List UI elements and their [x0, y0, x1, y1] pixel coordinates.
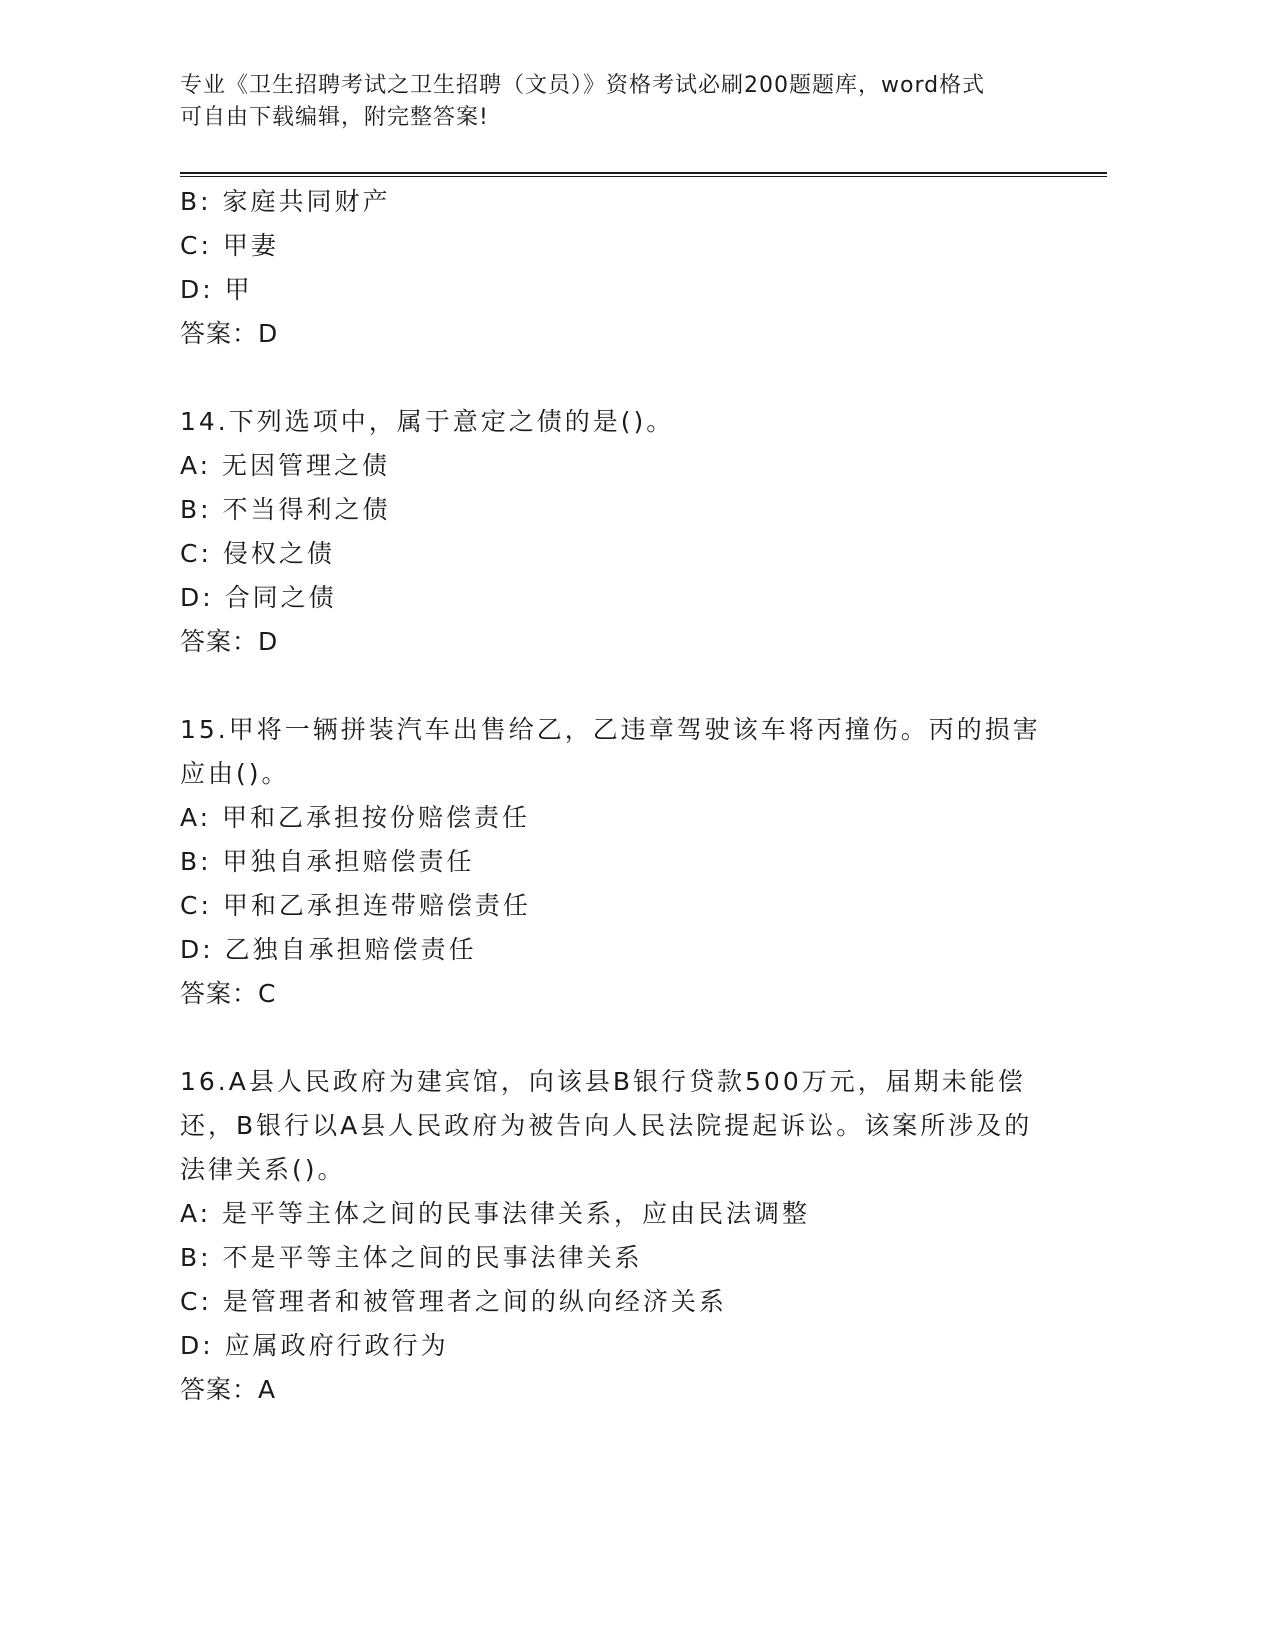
option-a: A: 甲和乙承担按份赔偿责任 [180, 803, 531, 832]
question-13-tail [180, 180, 1060, 356]
answer: 答案：C [180, 979, 277, 1008]
page-header [180, 70, 1060, 134]
question-text-line-2: 应由()。 [180, 759, 290, 788]
option-c: C: 甲和乙承担连带赔偿责任 [180, 891, 531, 920]
option-d: D: 合同之债 [180, 583, 337, 612]
answer: 答案：D [180, 319, 279, 348]
question-text-line-1: 15.甲将一辆拼装汽车出售给乙，乙违章驾驶该车将丙撞伤。丙的损害 [180, 715, 1041, 744]
option-d: D: 乙独自承担赔偿责任 [180, 935, 477, 964]
question-14 [180, 400, 1060, 664]
question-15 [180, 708, 1060, 1016]
option-c: C: 是管理者和被管理者之间的纵向经济关系 [180, 1287, 727, 1316]
question-text-line-1: 16.A县人民政府为建宾馆，向该县B银行贷款500万元，届期未能偿 [180, 1067, 1026, 1096]
option-b: B: 甲独自承担赔偿责任 [180, 847, 475, 876]
question-text-line-3: 法律关系()。 [180, 1155, 346, 1184]
option-c: C: 甲妻 [180, 231, 279, 260]
header-divider [180, 172, 1107, 177]
option-b: B: 不当得利之债 [180, 495, 391, 524]
answer: 答案：D [180, 627, 279, 656]
option-a: A: 是平等主体之间的民事法律关系，应由民法调整 [180, 1199, 811, 1228]
option-c: C: 侵权之债 [180, 539, 335, 568]
question-list [180, 180, 1060, 1456]
option-d: D: 甲 [180, 275, 253, 304]
answer: 答案：A [180, 1375, 277, 1404]
header-title-line-1: 专业《卫生招聘考试之卫生招聘（文员）》资格考试必刷200题题库，word格式 [180, 73, 986, 98]
question-text-line-2: 还，B银行以A县人民政府为被告向人民法院提起诉讼。该案所涉及的 [180, 1111, 1033, 1140]
option-b: B: 家庭共同财产 [180, 187, 391, 216]
option-d: D: 应属政府行政行为 [180, 1331, 449, 1360]
option-a: A: 无因管理之债 [180, 451, 391, 480]
question-16 [180, 1060, 1060, 1412]
option-b: B: 不是平等主体之间的民事法律关系 [180, 1243, 643, 1272]
header-title-line-2: 可自由下载编辑，附完整答案! [180, 105, 489, 130]
question-text: 14.下列选项中，属于意定之债的是()。 [180, 407, 675, 436]
